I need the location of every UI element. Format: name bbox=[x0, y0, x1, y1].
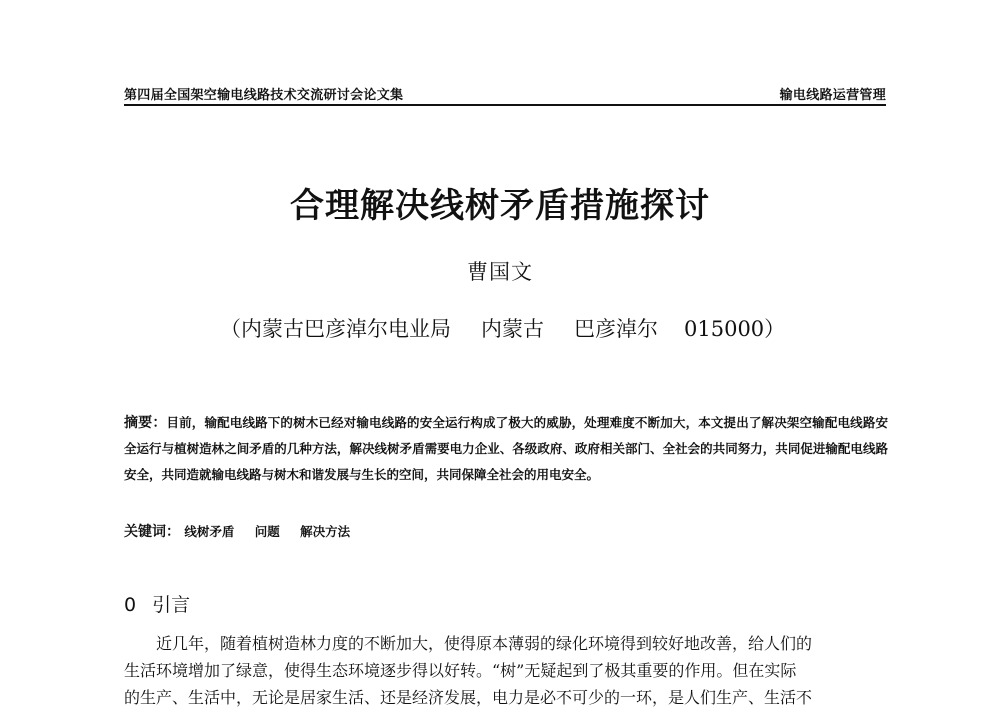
abstract-label: 摘要： bbox=[124, 415, 167, 431]
body-text bbox=[124, 630, 888, 711]
keywords bbox=[124, 521, 888, 541]
abstract-text: 目前，输配电线路下的树木已经对输电线路的安全运行构成了极大的威胁，处理难度不断加大，本文提出了解决架空输配电线路安全运行与植树造林之间矛盾的几种方法，解决线树矛盾需要电力企业、各级政府、政府相关部门、全社会的共同努力，共同促进输配电线路安全，共同造就输电线路与树木和谐发展与生长的空间，共同保障全社会的用电安全。 bbox=[124, 415, 888, 482]
keywords-label: 关键词： bbox=[124, 524, 180, 540]
affiliation-postcode: 015000 bbox=[684, 317, 765, 341]
section-title: 引言 bbox=[152, 594, 191, 616]
author-affiliation bbox=[220, 313, 786, 343]
running-head bbox=[124, 84, 886, 104]
paper-title: 合理解决线树矛盾措施探讨 bbox=[290, 186, 710, 226]
affiliation-province: 内蒙古 bbox=[481, 317, 544, 341]
affiliation-close-paren: ） bbox=[764, 317, 786, 341]
proceedings-title: 第四届全国架空输电线路技术交流研讨会论文集 bbox=[124, 88, 404, 103]
affiliation-org: 内蒙古巴彦淖尔电业局 bbox=[241, 317, 451, 341]
body-line: 近几年，随着植树造林力度的不断加大，使得原本薄弱的绿化环境得到较好地改善，给人们的 bbox=[156, 634, 813, 653]
author-name: 曹国文 bbox=[467, 260, 533, 284]
affiliation-city: 巴彦淖尔 bbox=[574, 317, 658, 341]
body-line: 生活环境增加了绿意，使得生态环境逐步得以好转。“树”无疑起到了极其重要的作用。但在实际 bbox=[124, 661, 797, 680]
section-number: 0 bbox=[124, 594, 137, 616]
affiliation-open-paren: （ bbox=[220, 317, 241, 341]
keyword: 问题 bbox=[254, 524, 280, 539]
header-rule bbox=[124, 104, 886, 106]
section-heading bbox=[124, 590, 190, 617]
body-line: 的生产、生活中，无论是居家生活、还是经济发展，电力是必不可少的一环，是人们生产、生活不 bbox=[124, 688, 813, 707]
keyword: 线树矛盾 bbox=[184, 524, 235, 539]
abstract bbox=[124, 410, 888, 488]
keyword: 解决方法 bbox=[300, 524, 351, 539]
section-category: 输电线路运营管理 bbox=[779, 88, 886, 103]
